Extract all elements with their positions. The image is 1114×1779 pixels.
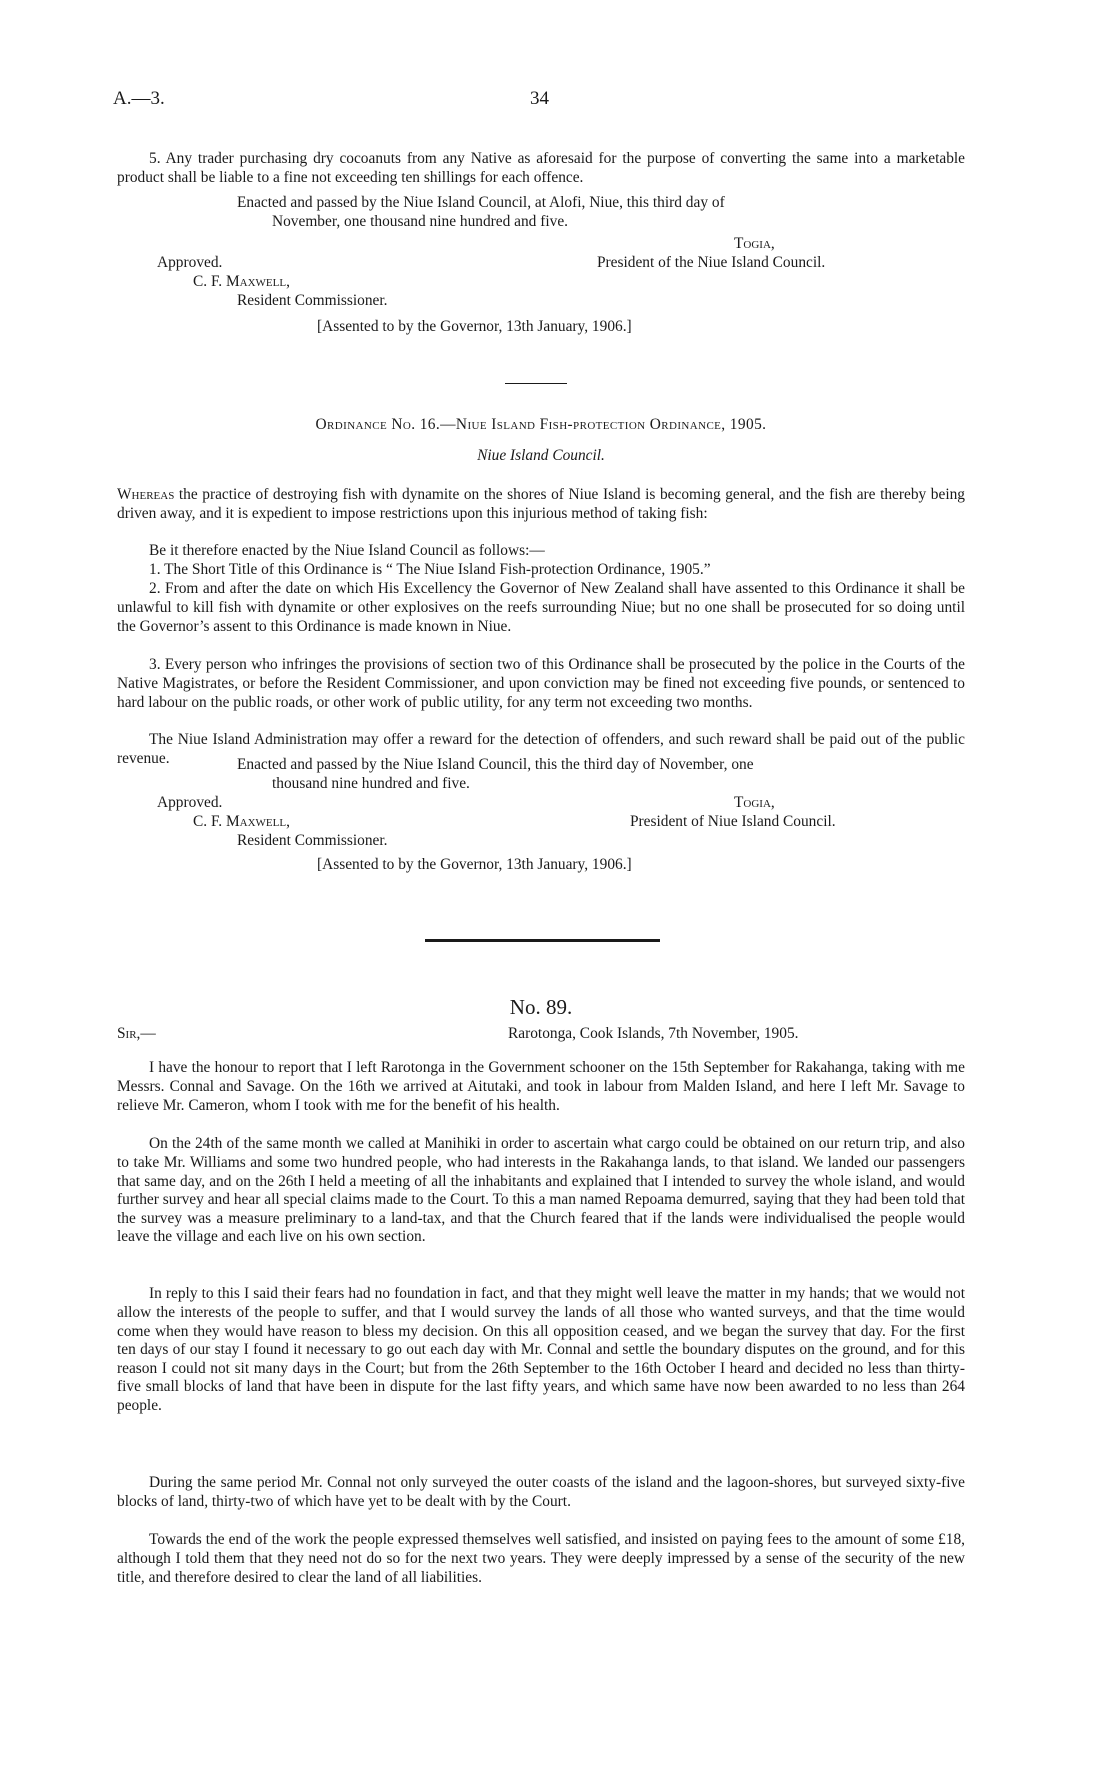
section-2: 2. From and after the date on which His Excellency the Governor of New Zealand shall have assented to this Ordinance it shall be unlawful to kill fish with dynamite or other explosives on the reefs surrounding Niue; but no one shall be prosecuted for so doing until the Governor’s assent to this Ordinance is made known in Niue. — [117, 580, 965, 635]
whereas-lead: Whereas — [117, 486, 175, 504]
enacted-line-2: thousand nine hundred and five. — [272, 775, 470, 792]
assent-note: [Assented to by the Governor, 13th January, 1906.] — [317, 318, 632, 335]
whereas-paragraph — [117, 486, 965, 523]
approved-label: Approved. — [157, 794, 223, 811]
letter-number-heading: No. 89. — [509, 995, 573, 1019]
letter-paragraph-3: In reply to this I said their fears had no foundation in fact, and that they might well leave the matter in my hands; that we would not allow the interests of the people to suffer, and that I would survey the lands of all those who wanted surveys, and that the time would come when they would have reason to bless my decision. On this all opposition ceased, and we began the survey that day. For the first ten days of our stay I found it necessary to go out each day with Mr. Connal and settle the boundary disputes on the ground, and for this reason I could not sit many days in the Court; but from the 26th September to the 16th October I heard and decided no less than thirty-five small blocks of land that have been in dispute for the last fifty years, and which same have now been awarded to no less than 264 people. — [117, 1285, 965, 1414]
section-1: 1. The Short Title of this Ordinance is “ The Niue Island Fish-protection Ordinance, 1905.” — [149, 561, 711, 579]
commissioner-title: Resident Commissioner. — [237, 832, 388, 849]
letter-paragraph-5: Towards the end of the work the people expressed themselves well satisfied, and insisted on paying fees to the amount of some £18, although I told them that they need not do so for the next two years. They were deeply impressed by a sense of the security of the new title, and therefore desired to clear the land of all liabilities. — [117, 1531, 965, 1586]
section-divider — [425, 939, 660, 942]
commissioner-name: C. F. Maxwell, — [193, 273, 290, 290]
assent-note: [Assented to by the Governor, 13th January, 1906.] — [317, 856, 632, 873]
whereas-text: the practice of destroying fish with dynamite on the shores of Niue Island is becoming general, and the fish are thereby being driven away, and it is expedient to impose restrictions upon this injurious method of taking fish: — [117, 486, 965, 522]
enacted-line-1: Enacted and passed by the Niue Island Council, at Alofi, Niue, this third day of — [237, 194, 725, 211]
council-subtitle: Niue Island Council. — [477, 447, 605, 464]
place-date: Rarotonga, Cook Islands, 7th November, 1905. — [508, 1025, 799, 1042]
letter-paragraph-2: On the 24th of the same month we called at Manihiki in order to ascertain what cargo could be obtained on our return trip, and also to take Mr. Williams and some two hundred people, who had interests in the Rakahanga lands, to that island. We landed our passengers that same day, and on the 26th I held a meeting of all the inhabitants and explained that I intended to survey the whole island, and would further survey and hear all special claims made to the Court. To this a man named Repoama demurred, saying that they had been told that the survey was a measure preliminary to a land-tax, and that the Church feared that if the lands were individualised the people would leave the village and each live on his own section. — [117, 1135, 965, 1246]
letter-paragraph-4: During the same period Mr. Connal not only surveyed the outer coasts of the island and the lagoon-shores, but surveyed sixty-five blocks of land, thirty-two of which have yet to be dealt with by the Court. — [117, 1474, 965, 1510]
letter-paragraph-1: I have the honour to report that I left Rarotonga in the Government schooner on the 15th September for Rakahanga, taking with me Messrs. Connal and Savage. On the 16th we arrived at Aitutaki, and took in labour from Malden Island, and here I left Mr. Savage to relieve Mr. Cameron, whom I took with me for the benefit of his health. — [117, 1059, 965, 1114]
document-code: A.—3. — [113, 88, 165, 109]
signer-name: Togia, — [734, 235, 775, 252]
commissioner-title: Resident Commissioner. — [237, 292, 388, 309]
ordinance-title: Ordinance No. 16.—Niue Island Fish-protection Ordinance, 1905. — [315, 416, 767, 433]
enacted-line-2: November, one thousand nine hundred and five. — [272, 213, 568, 230]
approved-label: Approved. — [157, 254, 223, 271]
commissioner-name: C. F. Maxwell, — [193, 813, 290, 830]
salutation: Sir,— — [117, 1025, 156, 1042]
signer-name: Togia, — [734, 794, 775, 811]
president-title: President of Niue Island Council. — [630, 813, 836, 830]
short-divider — [505, 383, 567, 384]
enacting-clause: Be it therefore enacted by the Niue Island Council as follows:— — [149, 542, 545, 560]
section-5-paragraph: 5. Any trader purchasing dry cocoanuts from any Native as aforesaid for the purpose of converting the same into a marketable product shall be liable to a fine not exceeding ten shillings for each offence. — [117, 150, 965, 186]
enacted-line-1: Enacted and passed by the Niue Island Council, this the third day of November, one — [237, 756, 754, 773]
page-number: 34 — [530, 88, 549, 109]
reward-paragraph: The Niue Island Administration may offer a reward for the detection of offenders, and such reward shall be paid out of the public revenue. — [117, 731, 965, 767]
section-3: 3. Every person who infringes the provisions of section two of this Ordinance shall be prosecuted by the police in the Courts of the Native Magistrates, or before the Resident Commissioner, and upon conviction may be fined not exceeding five pounds, or sentenced to hard labour on the public roads, or other work of public utility, for any term not exceeding two months. — [117, 656, 965, 711]
president-title: President of the Niue Island Council. — [597, 254, 826, 271]
